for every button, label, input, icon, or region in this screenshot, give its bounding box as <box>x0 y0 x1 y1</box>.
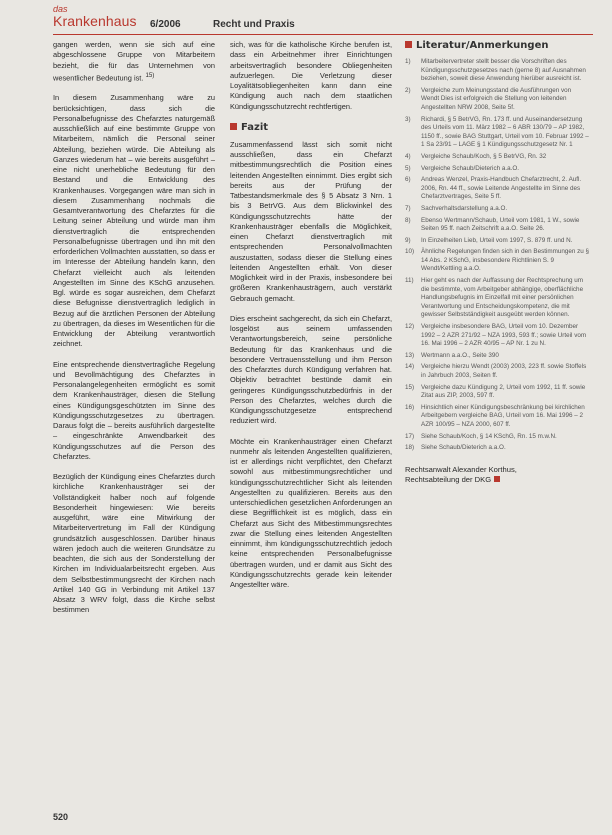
reference-item <box>405 237 590 246</box>
journal-logo: Krankenhaus <box>53 13 137 29</box>
paragraph: sich, was für die katholische Kirche berufen ist, dass ein Arbeitnehmer ihrer Einrichtungen arbeitsvertraglich besondere Obliegenheiten aufzuerlegen. Die Verletzung dieser Loyalitätsobliegenheiten kann dann eine Kündigung auch nach dem staatlichen Kündigungsschutzrecht rechtfertigen. <box>230 40 392 111</box>
paragraph: Bezüglich der Kündigung eines Chefarztes durch kirchliche Krankenhausträger sei der Vollständigkeit halber noch auf folgende Besonderheit hingewiesen: Wie bereits ausgeführt, wäre eine Mitwirkung der Mitarbeitervertretung im Fall der Kündigung grundsätzlich ausgeschlossen. Darüber hinaus wären jedoch auch die weiteren Grundsätze zu beachten, die sich aus der Sonderstellung der Kirchen im Individualarbeitsrecht ergeben. Aus dem Selbstbestimmungsrecht der Kirchen nach Artikel 140 GG in Verbindung mit Artikel 137 Absatz 3 WRV folgt, dass die Kirche selbst bestimmen <box>53 472 215 615</box>
reference-item <box>405 404 590 430</box>
reference-number: 13) <box>405 351 415 359</box>
reference-item <box>405 58 590 84</box>
paragraph: Möchte ein Krankenhausträger einen Chefarzt nunmehr als leitenden Angestellten qualifizieren, ist er allerdings nicht verpflichtet, den Chefarzt sowohl aus mitbestimmungsrechtlicher und kündigungsschutzrechtlicher Sicht als leitenden Angestellten zu qualifizieren. Bereits aus den unterschiedlichen gesetzlichen Anforderungen an diese Begrifflichkeit ist es möglich, dass ein Chefarzt aus Sicht des Mitbestimmungsrechtes zwar die Stellung eines leitenden Angestellten einnimmt, ihm kündigungsschutzrechtlich jedoch keine entsprechenden Personalbefugnisse übertragen wurden, und er damit aus Sicht des Kündigungsschutzrechts gerade kein leitender Angestellter wäre. <box>230 436 392 589</box>
heading-marker-icon <box>230 123 237 130</box>
reference-number: 16) <box>405 403 415 411</box>
issue-number: 6/2006 <box>150 19 181 30</box>
reference-text: Richardi, § 5 BetrVG, Rn. 173 ff. und Auseinandersetzung des Urteils vom 11. März 1982 – 6 ABR 130/79 – AP 1982, 1150 ff., sowie BAG Stuttgart, Urteil vom 10. Februar 1992 – 1 Sa 23/91 – LAGE § 1 Kündigungsschutzgesetz Nr. 1 <box>421 115 589 149</box>
reference-number: 4) <box>405 152 411 160</box>
reference-text: Vergleiche zum Meinungsstand die Ausführungen von Wendt Dies ist erfolgreich die Stellung von leitenden Angestellten NRW 2008, Seite 5f. <box>421 86 572 111</box>
text-column-1 <box>53 40 215 626</box>
reference-item <box>405 153 590 162</box>
reference-item <box>405 116 590 150</box>
author-credit: Rechtsanwalt Alexander Korthus, Rechtsabteilung der DKG <box>405 464 517 485</box>
reference-item <box>405 323 590 349</box>
page-number: 520 <box>53 812 69 822</box>
end-marker-icon <box>494 476 500 482</box>
reference-number: 3) <box>405 115 411 123</box>
reference-text: Ähnliche Regelungen finden sich in den Bestimmungen zu § 14 Abs. 2 KSchG, insbesondere Richtlinien S. 9 Wendt/Kettling a.a.O. <box>421 248 590 273</box>
reference-number: 14) <box>405 363 415 371</box>
reference-number: 5) <box>405 164 411 172</box>
text-column-2 <box>230 40 392 600</box>
paragraph: Dies erscheint sachgerecht, da sich ein Chefarzt, losgelöst aus seinem umfassenden Verantwortungsbereich, seine persönliche Bedeutung für das Krankenhaus und die besondere Vertrauensstellung und ihm Person des Chefarztes durch Kündigung verfahren hat. Objektiv betrachtet bestünde damit ein geringeres Kündigungsschutzbedürfnis in der Person des Chefarztes, welches durch die Kündigungsschutzgesetze entsprechend reduziert wird. <box>230 313 392 426</box>
reference-text: Vergleiche insbesondere BAG, Urteil vom 10. Dezember 1992 – 2 AZR 271/92 – NZA 1993, 593 ff.; sowie Urteil vom 16. Mai 1996 – 2 AZR 40/95 – AP Nr. 1 zu N. <box>421 323 587 348</box>
references-heading: Literatur/Anmerkungen <box>405 40 590 52</box>
reference-item <box>405 176 590 202</box>
reference-item <box>405 384 590 401</box>
reference-text: Vergleiche dazu Kündigung 2, Urteil vom 1992, 11 ff. sowie Zitat aus ZIP, 2003, 597 ff. <box>421 383 586 400</box>
reference-item <box>405 248 590 274</box>
section-title: Recht und Praxis <box>213 19 295 30</box>
reference-number: 1) <box>405 58 411 65</box>
page-header <box>53 4 593 36</box>
reference-text: Vergleiche Schaub/Dieterich a.a.O. <box>421 164 520 172</box>
reference-text: Hinsichtlich einer Kündigungsbeschränkung bei kirchlichen Arbeitgebern vergleiche BAG, Urteil vom 16. Mai 1996 – 2 AZR 100/95 – NZA 2000, 607 ff. <box>421 403 585 428</box>
header-divider <box>53 34 593 35</box>
reference-item <box>405 205 590 214</box>
reference-number: 10) <box>405 248 415 256</box>
reference-number: 18) <box>405 444 415 452</box>
reference-text: Wertmann a.a.O., Seite 390 <box>421 351 499 359</box>
reference-item <box>405 277 590 320</box>
reference-number: 6) <box>405 176 411 184</box>
references-list <box>405 58 590 453</box>
reference-number: 7) <box>405 204 411 212</box>
reference-text: Andreas Wenzel, Praxis-Handbuch Chefarztrecht, 2. Aufl. 2006, Rn. 44 ff., sowie Leitende Angestellte im Sinne des Chefarztvertrages, Seite 5 ff. <box>421 176 582 201</box>
reference-item <box>405 165 590 174</box>
reference-item <box>405 433 590 442</box>
reference-number: 15) <box>405 383 415 391</box>
reference-text: Hier geht es nach der Auffassung der Rechtsprechung um die bestimmte, vom Arbeitgeber abhängige, oberflächliche Handlungsbefugnis im Einzelfall mit einer persönlichen Verantwortung und Entscheidungskompetenz, die mit gewisser Selbstständigkeit ausgeübt werden können. <box>421 277 584 319</box>
reference-text: Sachverhaltsdarstellung a.a.O. <box>421 204 508 212</box>
reference-number: 12) <box>405 323 415 331</box>
reference-text: Ebenso Wertmann/Schaub, Urteil vom 1981, 1 W., sowie Seiten 95 ff. nach Zeitschrift a.a.O. Seite 26. <box>421 216 580 233</box>
reference-number: 11) <box>405 277 414 285</box>
paragraph: Eine entsprechende dienstvertragliche Regelung und Bevollmächtigung des Chefarztes in Personalangelegenheiten ermöglicht es somit dem Krankenhausträger, diesen die Stellung eines Kündigungsgeschützten im Sinne des Kündigungsschutzgesetzes zu übertragen. Daraus folgt die – bereits ausführlich dargestellte – eingeschränkte Anwendbarkeit des Kündigungsschutzes auf die Person des Chefarztes. <box>53 359 215 461</box>
reference-number: 9) <box>405 236 411 244</box>
reference-text: Vergleiche Schaub/Koch, § 5 BetrVG, Rn. 32 <box>421 152 547 160</box>
reference-number: 2) <box>405 86 411 94</box>
reference-number: 17) <box>405 432 415 440</box>
paragraph: In diesem Zusammenhang wäre zu berücksichtigen, dass sich die Personalbefugnisse des Chefarztes naturgemäß ausschließlich auf eine bestimmte Gruppe von Mitarbeitern, nämlich die Personal seiner Abteilung, beziehen würde. Die Abteilung als Ganzes wiederum hat – wie bereits ausgeführt – eine nicht unerhebliche Bedeutung für den Bestand und die Entwicklung des Krankenhauses. Vorgegangen wäre man sich in diesem Zusammenhang nochmals die Gesamtverantwortung des Chefarztes für die Leitung seiner Abteilung und würde man ihm dienstvertraglich die entsprechenden Personalbefugnisse übertragen und ihn mit den erforderlichen Vollmachten ausstatten, so dass er im Interesse der Abteilung handeln kann, den Chefarzt vielleicht auch als leitenden Angestellten im Sinne des KSchG anzusehen. Bgl. würde es sogar ausreichen, dem Chefarzt diese Befugnisse dienstvertraglich lediglich in Bezug auf die ärztlichen Personen der Abteilung zu übertragen, da dieses im Wesentlichen für die Entwicklung der Abteilung verantwortlich zeichnet. <box>53 93 215 349</box>
reference-item <box>405 444 590 453</box>
references-column <box>405 40 590 486</box>
reference-text: Mitarbeitervertreter stellt besser die Vorschriften des Kündigungsschutzgesetzes nach (gerne 8) auf Ausnahmen beziehen, soweit diese Anwendung hierüber ausreicht ist. <box>421 58 586 83</box>
paragraph: gangen werden, wenn sie sich auf eine abgeschlossene Gruppe von Mitarbeitern bezieht, die für das Unternehmen von wesentlicher Bedeutung ist. $^{15)}$ <box>53 40 215 83</box>
reference-item <box>405 363 590 380</box>
paragraph: Zusammenfassend lässt sich somit nicht ausschließen, dass ein Chefarzt mitbestimmungsrechtlich die Position eines leitenden Angestellten einnimmt. Dies ergibt sich bereits aus der Prüfung der Tatbestandsmerkmale des § 5 Absatz 3 Nrn. 1 bis 3 BetrVG. Aus dem Blickwinkel des Kündigungsschutzrechts hätte der Krankenhausträger ebenfalls die Möglichkeit, einen Chefarzt dienstvertraglich mit entsprechenden Personalvollmachten auszustatten, sodass dieser die Stellung eines leitenden Angestellten erhält. Von dieser Möglichkeit wird in der Praxis, insbesondere bei größeren Krankenhausträgern, auch verstärkt Gebrauch gemacht. <box>230 139 392 303</box>
footnote-ref: 15) <box>145 71 155 79</box>
journal-logo-prefix: das <box>53 4 68 14</box>
reference-item <box>405 87 590 113</box>
reference-number: 8) <box>405 216 411 224</box>
reference-item <box>405 217 590 234</box>
fazit-heading: Fazit <box>230 122 392 134</box>
heading-marker-icon <box>405 41 412 48</box>
reference-text: Siehe Schaub/Dieterich a.a.O. <box>421 444 506 452</box>
reference-item <box>405 352 590 361</box>
reference-text: Vergleiche hierzu Wendt (2003) 2003, 223 ff. sowie Stoffels in Jahrbuch 2003, Seiten ff. <box>421 363 587 379</box>
reference-text: Siehe Schaub/Koch, § 14 KSchG, Rn. 15 m.w.N. <box>421 432 557 440</box>
reference-text: In Einzelheiten Lieb, Urteil vom 1997, S. 879 ff. und N. <box>421 236 573 244</box>
